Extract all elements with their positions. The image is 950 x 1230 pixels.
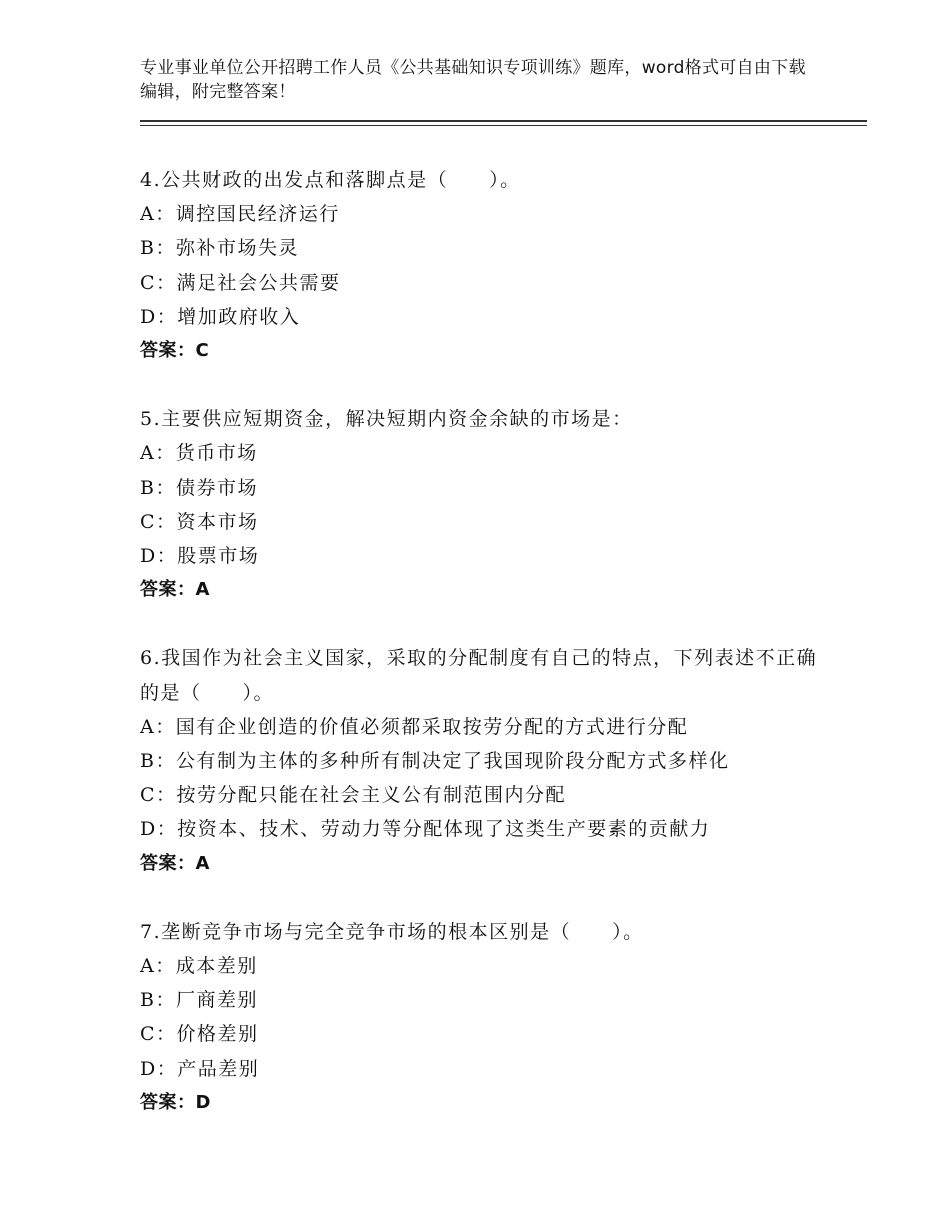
option-c: C：价格差别 (140, 1023, 259, 1046)
option-d: D：股票市场 (140, 545, 260, 568)
answer-label: 答案： (140, 852, 196, 874)
option-a: A：货币市场 (140, 442, 258, 465)
answer-label: 答案： (140, 1091, 196, 1113)
option-a: A：国有企业创造的价值必须都采取按劳分配的方式进行分配 (140, 715, 689, 738)
option-a: A：调控国民经济运行 (140, 203, 340, 226)
question-5 (140, 402, 830, 607)
answer-line (140, 1086, 830, 1120)
answer-label: 答案： (140, 340, 196, 362)
option-d: D：产品差别 (140, 1057, 260, 1080)
question-6 (140, 641, 830, 880)
option-a: A：成本差别 (140, 955, 258, 978)
question-stem: 4.公共财政的出发点和落脚点是（ ）。 (140, 169, 521, 191)
option-c: C：资本市场 (140, 510, 259, 533)
answer-line (140, 334, 830, 368)
answer-value: C (195, 340, 210, 362)
question-stem: 6.我国作为社会主义国家，采取的分配制度有自己的特点，下列表述不正确的是（ ）。 (140, 647, 818, 704)
option-b: B：弥补市场失灵 (140, 237, 299, 260)
header-divider-thick (140, 120, 867, 122)
question-list (140, 163, 830, 1154)
answer-value: A (195, 579, 210, 601)
option-c: C：按劳分配只能在社会主义公有制范围内分配 (140, 784, 567, 807)
question-7 (140, 915, 830, 1120)
option-d: D：增加政府收入 (140, 305, 301, 328)
header-divider-thin (140, 125, 867, 126)
question-stem: 5.主要供应短期资金，解决短期内资金余缺的市场是： (140, 408, 633, 431)
answer-value: D (195, 1091, 211, 1113)
question-stem: 7.垄断竞争市场与完全竞争市场的根本区别是（ ）。 (140, 920, 644, 943)
option-c: C：满足社会公共需要 (140, 271, 341, 294)
document-header: 专业事业单位公开招聘工作人员《公共基础知识专项训练》题库，word格式可自由下载编辑，附完整答案！ (140, 58, 806, 102)
answer-line (140, 847, 830, 881)
answer-label: 答案： (140, 579, 196, 601)
question-4 (140, 163, 830, 368)
option-d: D：按资本、技术、劳动力等分配体现了这类生产要素的贡献力 (140, 818, 711, 841)
option-b: B：债券市场 (140, 476, 258, 499)
option-b: B：厂商差别 (140, 989, 258, 1012)
answer-line (140, 573, 830, 607)
answer-value: A (195, 852, 210, 874)
option-b: B：公有制为主体的多种所有制决定了我国现阶段分配方式多样化 (140, 750, 730, 773)
